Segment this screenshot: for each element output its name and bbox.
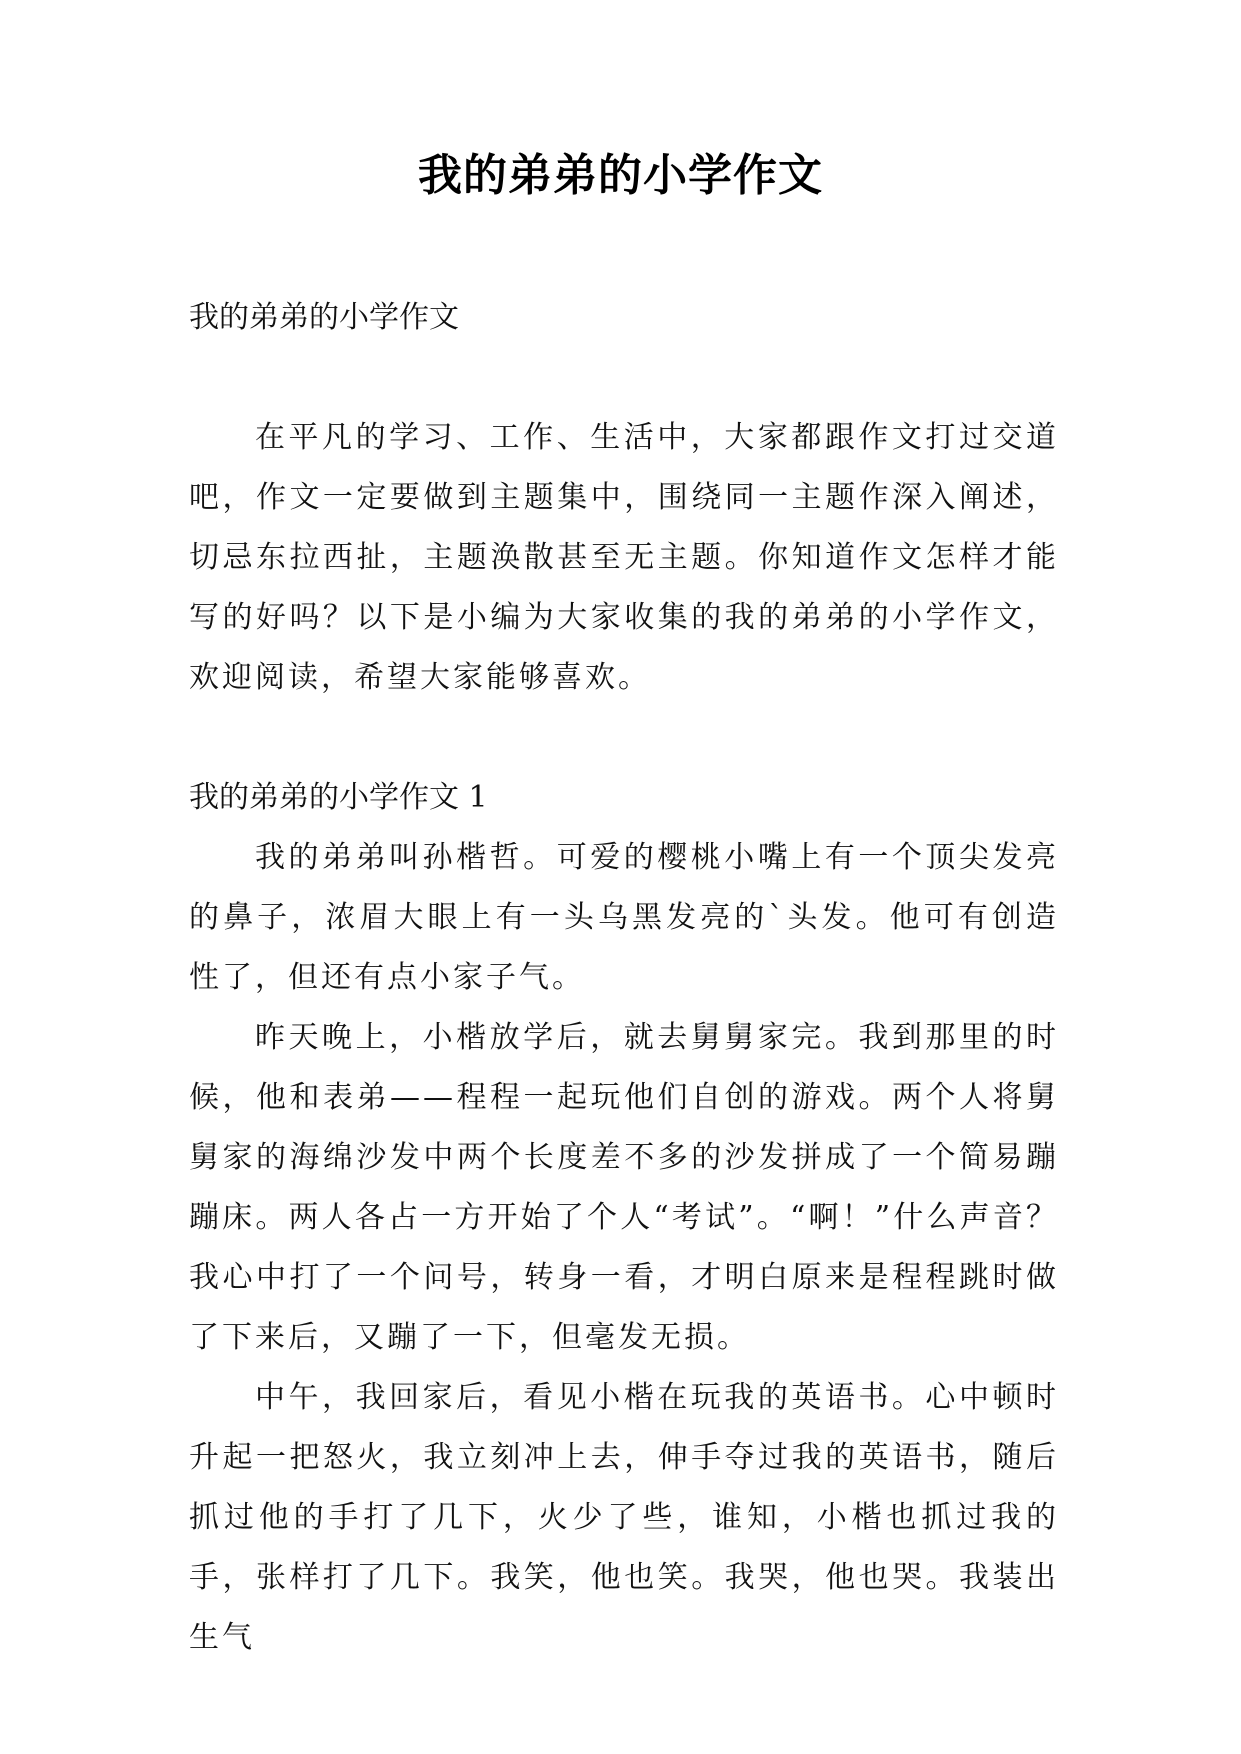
document-subtitle: 我的弟弟的小学作文	[189, 300, 459, 335]
section-title: 我的弟弟的小学作文 1	[189, 780, 488, 815]
document-body	[189, 288, 1059, 1668]
body-paragraph-1: 我的弟弟叫孙楷哲。可爱的樱桃小嘴上有一个顶尖发亮的鼻子，浓眉大眼上有一头乌黑发亮的`头发。他可有创造性了，但还有点小家子气。	[189, 840, 1059, 995]
body-paragraph-2: 昨天晚上，小楷放学后，就去舅舅家完。我到那里的时候，他和表弟——程程一起玩他们自创的游戏。两个人将舅舅家的海绵沙发中两个长度差不多的沙发拼成了一个简易蹦蹦床。两人各占一方开始了个人“考试”。“啊！”什么声音？我心中打了一个问号，转身一看，才明白原来是程程跳时做了下来后，又蹦了一下，但毫发无损。	[189, 1020, 1059, 1355]
document-title: 我的弟弟的小学作文	[418, 150, 823, 201]
body-paragraph-3: 中午，我回家后，看见小楷在玩我的英语书。心中顿时升起一把怒火，我立刻冲上去，伸手夺过我的英语书，随后抓过他的手打了几下，火少了些，谁知，小楷也抓过我的手，张样打了几下。我笑，他也笑。我哭，他也哭。我装出生气	[189, 1380, 1059, 1655]
intro-paragraph: 在平凡的学习、工作、生活中，大家都跟作文打过交道吧，作文一定要做到主题集中，围绕同一主题作深入阐述，切忌东拉西扯，主题涣散甚至无主题。你知道作文怎样才能写的好吗？以下是小编为大家收集的我的弟弟的小学作文，欢迎阅读，希望大家能够喜欢。	[189, 420, 1059, 695]
